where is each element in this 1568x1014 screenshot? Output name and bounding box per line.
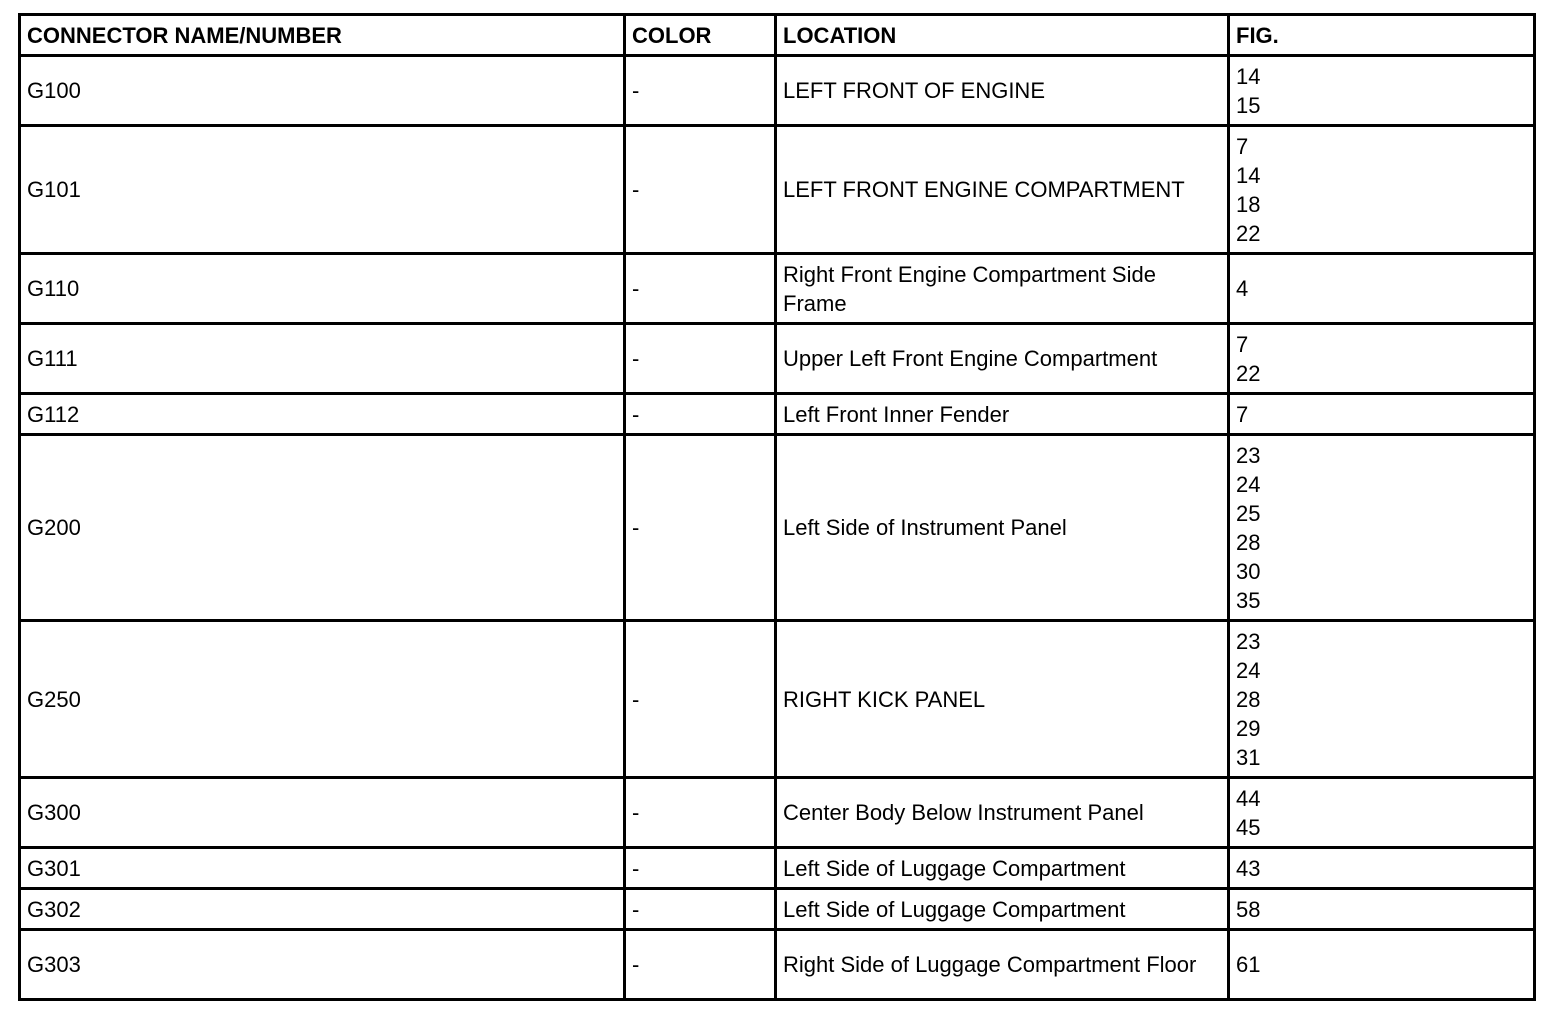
connector-cell: G101: [20, 126, 625, 254]
fig-number: 18: [1236, 191, 1261, 217]
connector-cell: G301: [20, 848, 625, 889]
location-cell: LEFT FRONT ENGINE COMPARTMENT: [776, 126, 1229, 254]
fig-cell: [1229, 126, 1535, 254]
location-cell: Left Side of Luggage Compartment: [776, 889, 1229, 930]
table-row: [20, 394, 1535, 435]
header-location: LOCATION: [776, 15, 1229, 56]
fig-number: 35: [1236, 587, 1261, 613]
fig-cell: [1229, 889, 1535, 930]
location-cell: Center Body Below Instrument Panel: [776, 778, 1229, 848]
fig-number: 22: [1236, 220, 1261, 246]
fig-cell: [1229, 394, 1535, 435]
header-fig: FIG.: [1229, 15, 1535, 56]
fig-number: 24: [1236, 471, 1261, 497]
connector-table: [18, 13, 1536, 1001]
fig-number: 24: [1236, 657, 1261, 683]
fig-number: 61: [1236, 952, 1261, 977]
fig-number: 31: [1236, 744, 1261, 770]
table-row: [20, 621, 1535, 778]
color-cell: -: [625, 324, 776, 394]
fig-number: 25: [1236, 500, 1261, 526]
color-cell: -: [625, 621, 776, 778]
fig-cell: [1229, 324, 1535, 394]
table-row: [20, 778, 1535, 848]
fig-cell: [1229, 435, 1535, 621]
fig-number: 14: [1236, 63, 1261, 89]
color-cell: -: [625, 394, 776, 435]
connector-cell: G100: [20, 56, 625, 126]
fig-number: 23: [1236, 628, 1261, 654]
table-row: [20, 126, 1535, 254]
color-cell: -: [625, 126, 776, 254]
table-row: [20, 848, 1535, 889]
fig-number: 43: [1236, 855, 1261, 881]
table-row: [20, 254, 1535, 324]
fig-number: 14: [1236, 162, 1261, 188]
connector-cell: G111: [20, 324, 625, 394]
fig-number: 28: [1236, 686, 1261, 712]
color-cell: -: [625, 254, 776, 324]
color-cell: -: [625, 848, 776, 889]
fig-number: 22: [1236, 360, 1261, 386]
connector-cell: G200: [20, 435, 625, 621]
fig-number: 7: [1236, 401, 1249, 427]
fig-number: 29: [1236, 715, 1261, 741]
table-row: [20, 435, 1535, 621]
fig-cell: [1229, 254, 1535, 324]
table-row: [20, 889, 1535, 930]
fig-number: 44: [1236, 785, 1261, 811]
color-cell: -: [625, 435, 776, 621]
header-color: COLOR: [625, 15, 776, 56]
fig-cell: [1229, 56, 1535, 126]
location-cell: Right Front Engine Compartment Side Frame: [776, 254, 1229, 324]
color-cell: -: [625, 930, 776, 1000]
fig-number: 58: [1236, 896, 1261, 922]
fig-number: 23: [1236, 442, 1261, 468]
fig-number: 30: [1236, 558, 1261, 584]
fig-cell: [1229, 930, 1535, 1000]
color-cell: -: [625, 889, 776, 930]
fig-number: 7: [1236, 331, 1249, 357]
location-cell: Right Side of Luggage Compartment Floor: [776, 930, 1229, 1000]
connector-cell: G110: [20, 254, 625, 324]
fig-number: 7: [1236, 133, 1249, 159]
location-cell: Left Front Inner Fender: [776, 394, 1229, 435]
location-cell: Upper Left Front Engine Compartment: [776, 324, 1229, 394]
location-cell: LEFT FRONT OF ENGINE: [776, 56, 1229, 126]
fig-number: 28: [1236, 529, 1261, 555]
table-row: [20, 56, 1535, 126]
connector-cell: G302: [20, 889, 625, 930]
fig-cell: [1229, 621, 1535, 778]
connector-cell: G112: [20, 394, 625, 435]
connector-cell: G303: [20, 930, 625, 1000]
connector-cell: G300: [20, 778, 625, 848]
location-cell: RIGHT KICK PANEL: [776, 621, 1229, 778]
fig-number: 4: [1236, 276, 1249, 301]
location-cell: Left Side of Luggage Compartment: [776, 848, 1229, 889]
table-row: [20, 324, 1535, 394]
fig-cell: [1229, 848, 1535, 889]
header-connector: CONNECTOR NAME/NUMBER: [20, 15, 625, 56]
fig-number: 45: [1236, 814, 1261, 840]
fig-number: 15: [1236, 92, 1261, 118]
header-row: [20, 15, 1535, 56]
table-row: [20, 930, 1535, 1000]
location-cell: Left Side of Instrument Panel: [776, 435, 1229, 621]
color-cell: -: [625, 778, 776, 848]
fig-cell: [1229, 778, 1535, 848]
connector-cell: G250: [20, 621, 625, 778]
color-cell: -: [625, 56, 776, 126]
